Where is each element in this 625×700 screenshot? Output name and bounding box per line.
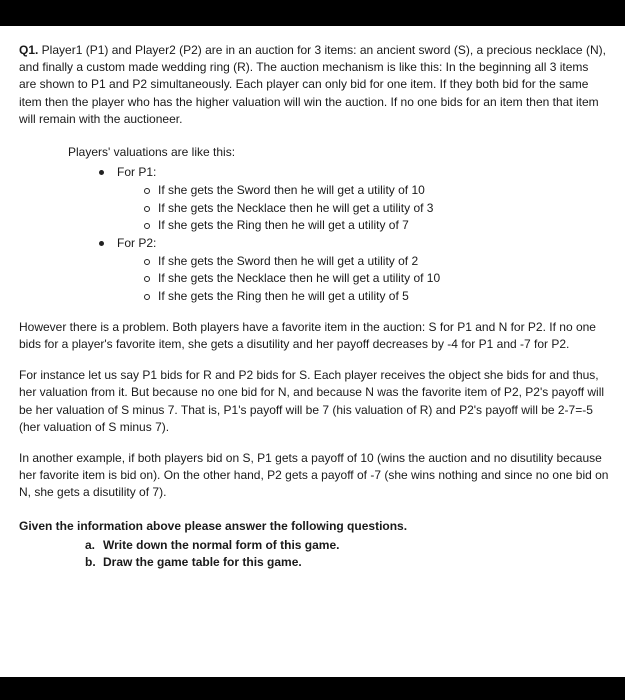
utility-item: If she gets the Ring then he will get a utility of 5 [140, 288, 609, 305]
utility-item: If she gets the Necklace then he will get a utility of 10 [140, 270, 609, 287]
p1-utility-list [117, 182, 609, 234]
player-p2 [95, 235, 609, 305]
player-label: For P1: [117, 165, 157, 180]
task-text: Write down the normal form of this game. [103, 537, 340, 552]
tasks-list [19, 537, 609, 571]
example-paragraph-1: For instance let us say P1 bids for R and P2 bids for S. Each player receives the object she bids for and thus, her valuation from it. But because no one bid for N, and because N was the favorite item of P2, P2's payoff will be her valuation of S minus 7. That is, P1's payoff will be 7 (his valuation of R) and P2's payoff will be 2-7=-5 (her valuation of S minus 7). [19, 368, 605, 434]
utility-item: If she gets the Sword then he will get a utility of 2 [140, 253, 609, 270]
task-text: Draw the game table for this game. [103, 555, 302, 570]
players-list [68, 164, 609, 305]
question-intro [19, 42, 609, 128]
utility-item: If she gets the Sword then he will get a utility of 10 [140, 182, 609, 199]
valuations-section [19, 144, 609, 305]
question-label: Q1. [19, 43, 39, 57]
question-intro-text: Player1 (P1) and Player2 (P2) are in an auction for 3 items: an ancient sword (S), a precious necklace (N), and finally a custom made wedding ring (R). The auction mechanism is like this: In the beginning all 3 items are shown to P1 and P2 simultaneously. Each player can only bid for one item. If they both bid for the same item then the player who has the higher valuation will win the auction. If no one bids for an item then that item will remain with the auctioneer. [19, 43, 606, 126]
p2-utility-list [117, 253, 609, 305]
example-paragraph-2: In another example, if both players bid on S, P1 gets a payoff of 10 (wins the auction and no disutility because her favorite item is bid on). On the other hand, P2 gets a payoff of -7 (she wins nothing and since no one bid on N, she gets a disutility of 7). [19, 451, 609, 500]
player-label: For P2: [117, 236, 157, 251]
document-page [0, 26, 625, 677]
utility-item: If she gets the Necklace then he will get a utility of 3 [140, 200, 609, 217]
task-item [85, 537, 609, 554]
utility-item: If she gets the Ring then he will get a utility of 7 [140, 217, 609, 234]
valuations-heading: Players' valuations are like this: [68, 145, 236, 160]
tasks-heading: Given the information above please answer the following questions. [19, 518, 408, 533]
task-marker: b. [85, 555, 96, 570]
player-p1 [95, 164, 609, 234]
task-marker: a. [85, 537, 96, 552]
task-item [85, 554, 609, 571]
problem-paragraph: However there is a problem. Both players have a favorite item in the auction: S for P1 and N for P2. If no one bids for a player's favorite item, she gets a disutility and her payoff decreases by -4 for P1 and -7 for P2. [19, 319, 596, 352]
